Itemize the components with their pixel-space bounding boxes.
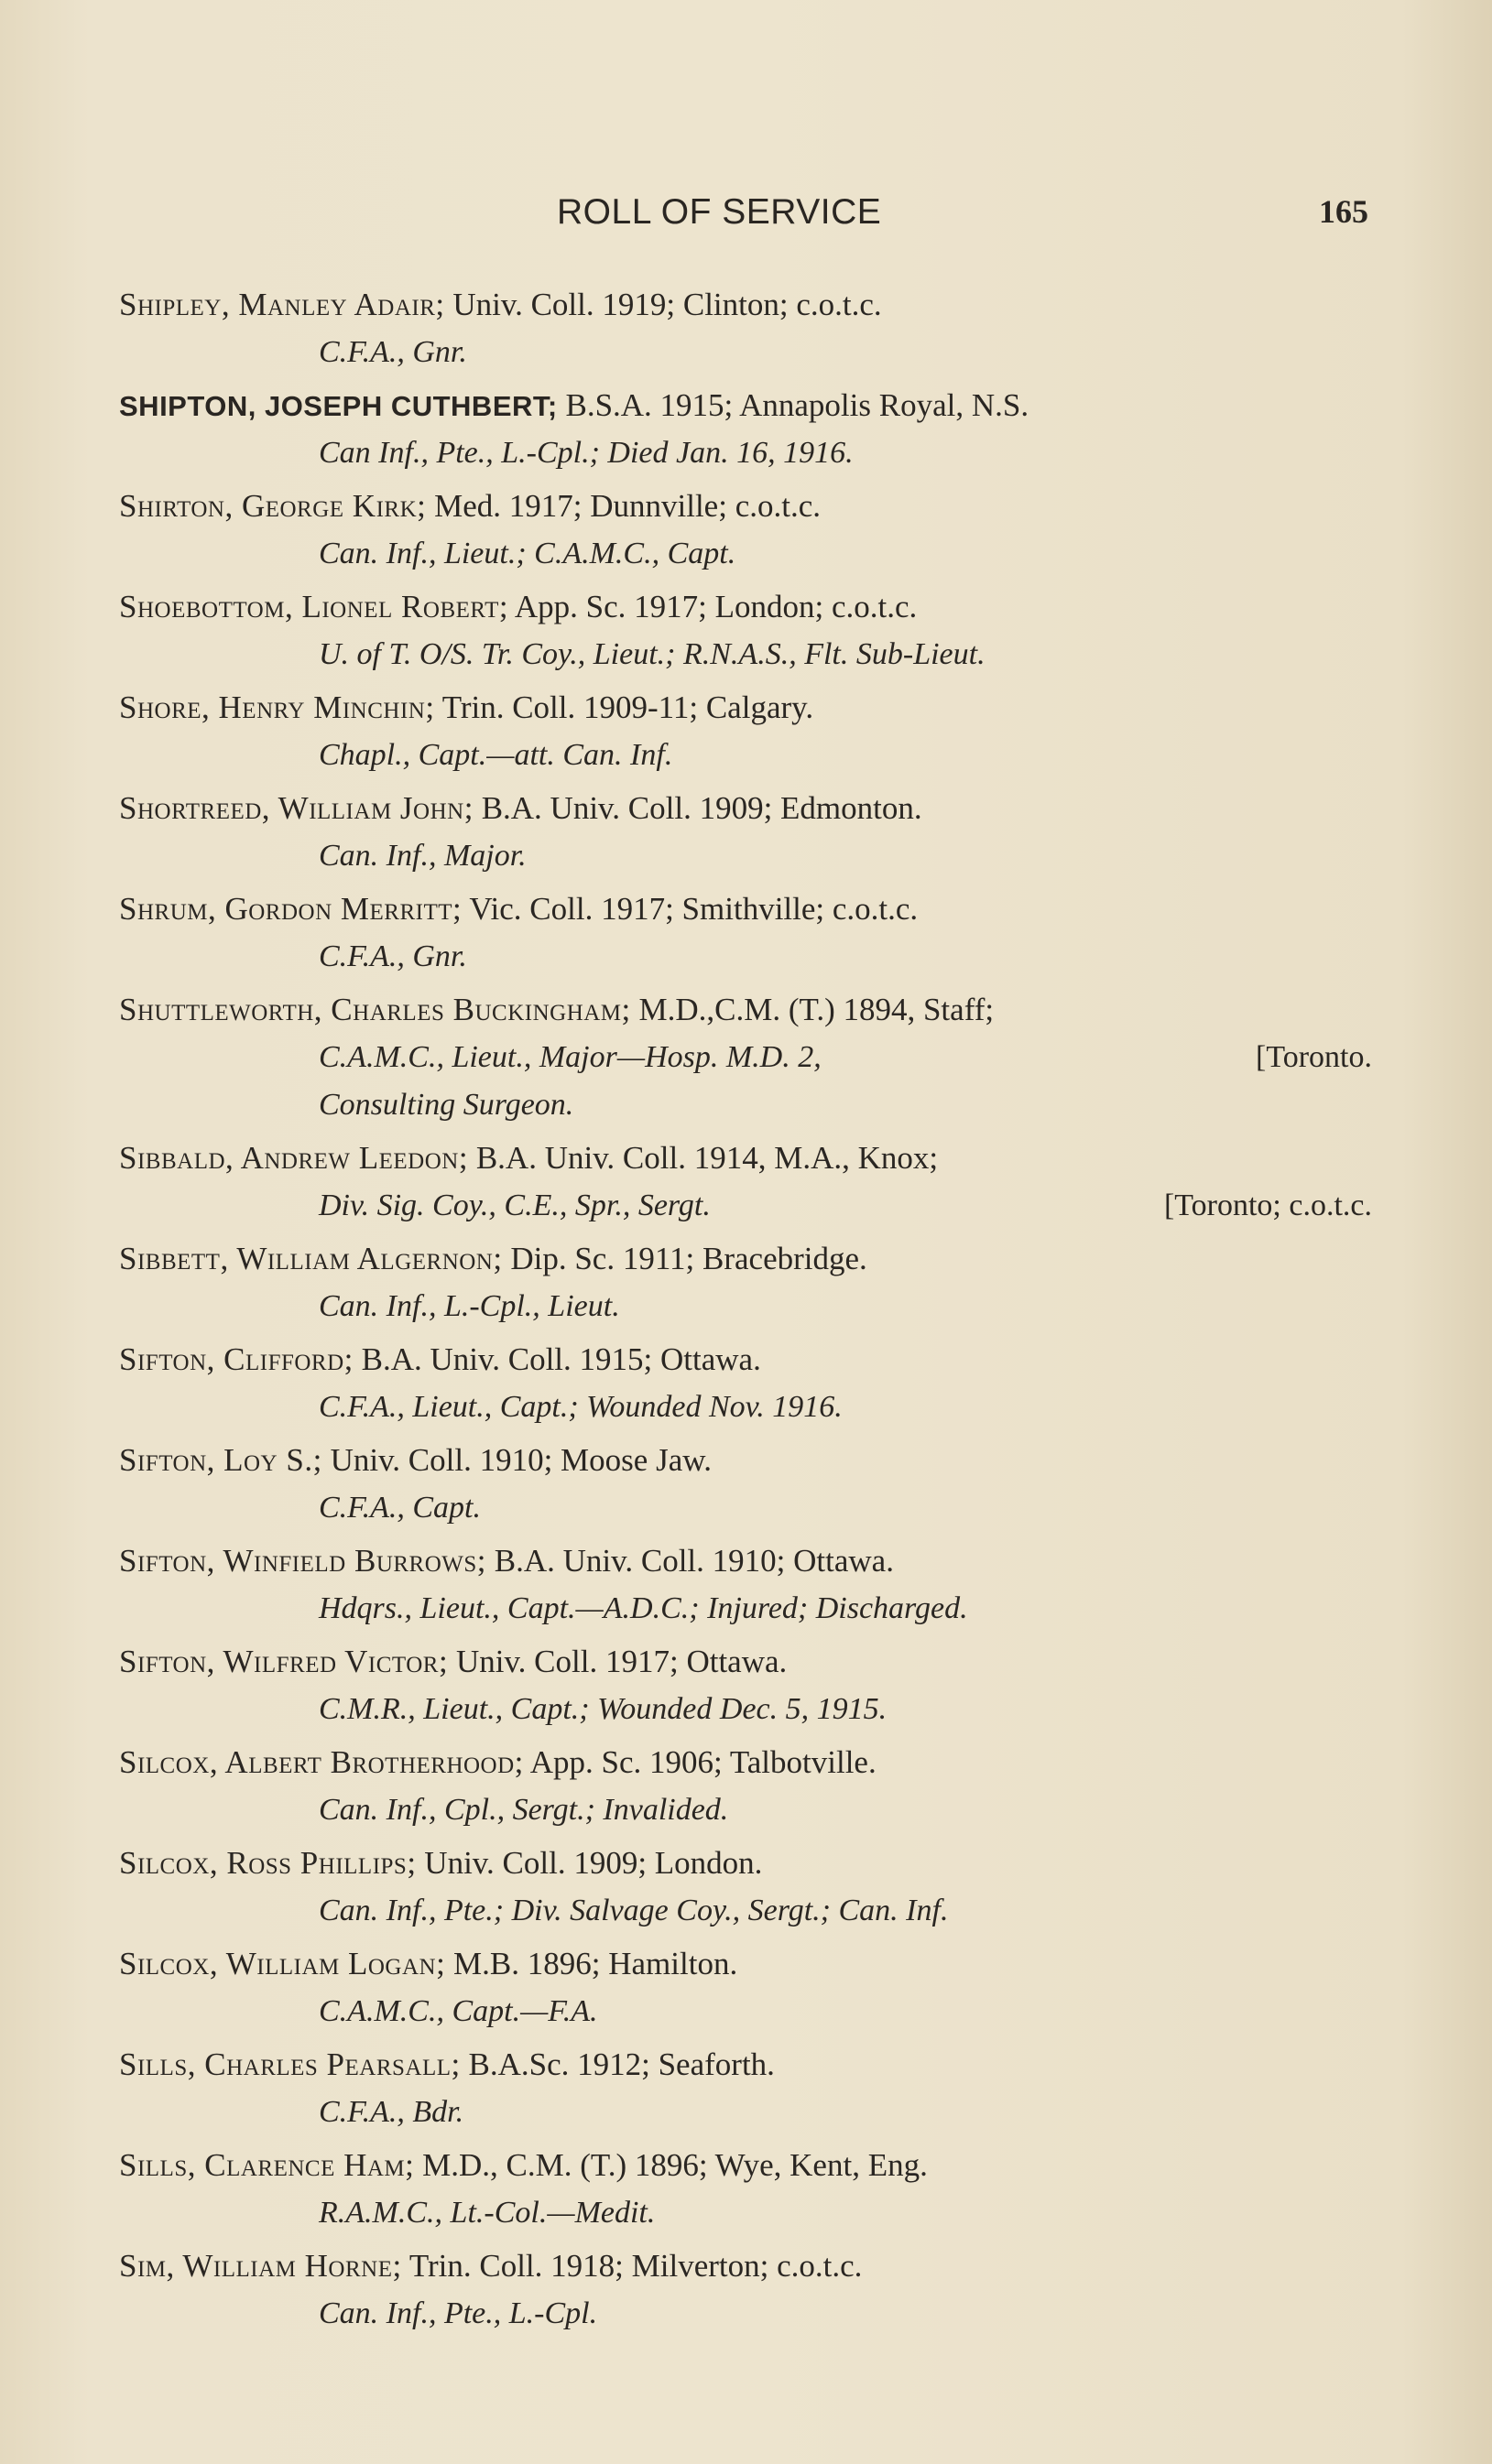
entry-details: Univ. Coll. 1919; Clinton; c.o.t.c. [452, 287, 882, 322]
entry-service: C.F.A., Capt. [319, 1491, 481, 1525]
entry-details: Vic. Coll. 1917; Smithville; c.o.t.c. [469, 891, 919, 927]
roll-entry [119, 2044, 1383, 2144]
roll-entry [119, 1742, 1383, 1842]
page-header [0, 192, 1492, 247]
roll-entry [119, 2245, 1383, 2346]
roll-entry [119, 2144, 1383, 2245]
roll-entry [119, 1540, 1383, 1641]
entry-details: B.A. Univ. Coll. 1909; Edmonton. [481, 790, 922, 826]
entry-name: Shipley, Manley Adair; [119, 287, 445, 322]
entry-details: B.A. Univ. Coll. 1915; Ottawa. [361, 1341, 761, 1377]
entry-service: C.A.M.C., Capt.—F.A. [319, 1994, 598, 2028]
roll-entries [119, 284, 1383, 2346]
roll-entry [119, 284, 1383, 385]
entry-details: M.D., C.M. (T.) 1896; Wye, Kent, Eng. [422, 2147, 928, 2183]
entry-service: Can Inf., Pte., L.-Cpl.; Died Jan. 16, 1916. [319, 436, 854, 470]
entry-name: Shrum, Gordon Merritt; [119, 891, 463, 927]
entry-service: Hdqrs., Lieut., Capt.—A.D.C.; Injured; Discharged. [319, 1591, 968, 1625]
entry-details: Dip. Sc. 1911; Bracebridge. [510, 1241, 867, 1276]
entry-service: Div. Sig. Coy., C.E., Spr., Sergt. [319, 1189, 711, 1222]
entry-service: R.A.M.C., Lt.-Col.—Medit. [319, 2196, 656, 2230]
entry-service: C.F.A., Lieut., Capt.; Wounded Nov. 1916. [319, 1390, 843, 1424]
entry-name: Shuttleworth, Charles Buckingham; [119, 992, 631, 1027]
roll-entry [119, 1641, 1383, 1742]
roll-entry [119, 385, 1383, 485]
entry-service: Chapl., Capt.—att. Can. Inf. [319, 738, 673, 772]
entry-details: B.S.A. 1915; Annapolis Royal, N.S. [565, 387, 1029, 423]
entry-service: C.F.A., Gnr. [319, 335, 467, 369]
entry-name: Sills, Clarence Ham; [119, 2147, 415, 2183]
entry-service: Can. Inf., Pte., L.-Cpl. [319, 2296, 598, 2330]
entry-service: Can. Inf., Lieut.; C.A.M.C., Capt. [319, 537, 736, 570]
entry-details: B.A.Sc. 1912; Seaforth. [468, 2046, 775, 2082]
entry-details: B.A. Univ. Coll. 1914, M.A., Knox; [475, 1140, 939, 1176]
entry-details: App. Sc. 1906; Talbotville. [529, 1744, 877, 1780]
roll-entry [119, 1439, 1383, 1540]
roll-entry [119, 1943, 1383, 2044]
entry-service: C.F.A., Bdr. [319, 2095, 464, 2129]
entry-name: Sifton, Loy S.; [119, 1442, 322, 1478]
entry-service: C.A.M.C., Lieut., Major—Hosp. M.D. 2, [319, 1040, 822, 1074]
entry-name: Silcox, William Logan; [119, 1946, 446, 1981]
running-head: ROLL OF SERVICE [557, 192, 882, 232]
roll-entry [119, 1339, 1383, 1439]
entry-name: Sibbett, William Algernon; [119, 1241, 503, 1276]
entry-details: M.D.,C.M. (T.) 1894, Staff; [638, 992, 995, 1027]
roll-entry [119, 1137, 1383, 1238]
roll-entry [119, 787, 1383, 888]
entry-details: Med. 1917; Dunnville; c.o.t.c. [434, 488, 821, 524]
roll-entry [119, 586, 1383, 687]
entry-name: Silcox, Ross Phillips; [119, 1845, 417, 1881]
entry-name: Sim, William Horne; [119, 2248, 402, 2284]
entry-name: Sifton, Clifford; [119, 1341, 354, 1377]
entry-name: Sifton, Wilfred Victor; [119, 1644, 449, 1679]
roll-entry [119, 1238, 1383, 1339]
entry-details: Trin. Coll. 1918; Milverton; c.o.t.c. [408, 2248, 863, 2284]
entry-service: U. of T. O/S. Tr. Coy., Lieut.; R.N.A.S., Flt. Sub-Lieut. [319, 637, 986, 671]
entry-service: C.M.R., Lieut., Capt.; Wounded Dec. 5, 1915. [319, 1692, 888, 1726]
entry-name: Shirton, George Kirk; [119, 488, 427, 524]
entry-details: Univ. Coll. 1910; Moose Jaw. [330, 1442, 712, 1478]
roll-entry [119, 989, 1383, 1137]
entry-service: Can. Inf., Pte.; Div. Salvage Coy., Sergt.; Can. Inf. [319, 1894, 949, 1927]
entry-name: Shore, Henry Minchin; [119, 689, 435, 725]
entry-name: Silcox, Albert Brotherhood; [119, 1744, 524, 1780]
roll-entry [119, 888, 1383, 989]
roll-entry [119, 485, 1383, 586]
entry-note: [Toronto. [1256, 1040, 1372, 1074]
entry-name: Sifton, Winfield Burrows; [119, 1543, 487, 1579]
entry-service-cont: Consulting Surgeon. [319, 1088, 574, 1122]
roll-entry [119, 1842, 1383, 1943]
entry-details: App. Sc. 1917; London; c.o.t.c. [514, 589, 918, 624]
entry-name: Shoebottom, Lionel Robert; [119, 589, 509, 624]
entry-details: Univ. Coll. 1917; Ottawa. [455, 1644, 788, 1679]
entry-note: [Toronto; c.o.t.c. [1163, 1189, 1372, 1222]
page-number: 165 [1319, 193, 1368, 230]
entry-service: C.F.A., Gnr. [319, 939, 467, 973]
entry-name: Sibbald, Andrew Leedon; [119, 1140, 469, 1176]
roll-entry [119, 687, 1383, 787]
entry-service: Can. Inf., Major. [319, 839, 527, 873]
entry-service: Can. Inf., L.-Cpl., Lieut. [319, 1289, 620, 1323]
entry-name: Shortreed, William John; [119, 790, 474, 826]
entry-service: Can. Inf., Cpl., Sergt.; Invalided. [319, 1793, 729, 1827]
entry-details: Univ. Coll. 1909; London. [424, 1845, 763, 1881]
entry-name: SHIPTON, JOSEPH CUTHBERT; [119, 390, 558, 422]
entry-details: B.A. Univ. Coll. 1910; Ottawa. [494, 1543, 894, 1579]
entry-name: Sills, Charles Pearsall; [119, 2046, 461, 2082]
entry-details: Trin. Coll. 1909-11; Calgary. [441, 689, 814, 725]
entry-details: M.B. 1896; Hamilton. [453, 1946, 738, 1981]
